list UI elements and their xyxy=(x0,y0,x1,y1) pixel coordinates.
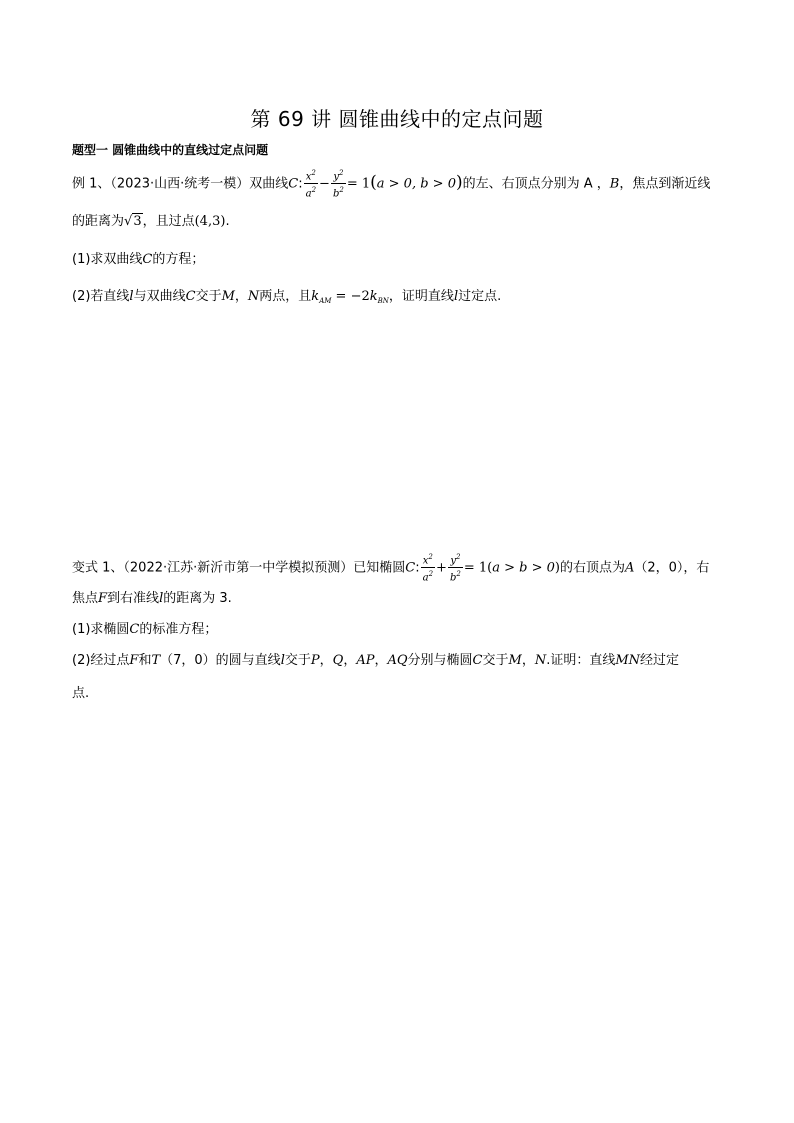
q2-text: ， xyxy=(234,289,248,304)
frac-numerator: x xyxy=(305,171,312,183)
text-directrix: 到右准线 xyxy=(107,591,160,606)
q2-end: 过定点. xyxy=(458,289,502,304)
separator: ， xyxy=(521,653,535,668)
equals-one: = 1 xyxy=(346,176,371,192)
q2-text: 两点，且 xyxy=(259,289,312,304)
line-l: l xyxy=(159,591,164,606)
variant1-line1 xyxy=(72,551,709,585)
line-AP: AP xyxy=(356,653,375,668)
q2-text: ，证明直线 xyxy=(388,289,454,304)
text-focus: ，焦点到渐近线 xyxy=(619,176,711,192)
point-M: M xyxy=(221,289,235,304)
separator: ， xyxy=(343,653,357,668)
fraction-y2-b2: $\frac{y^2}{b^2}$ xyxy=(449,553,461,584)
variant1-question2-end xyxy=(72,684,89,704)
q2-text: 交于 xyxy=(195,289,222,304)
slope-k: k xyxy=(369,289,378,304)
q2-text: 和 xyxy=(138,653,152,668)
q2-prefix: (2)经过点 xyxy=(72,653,130,668)
slope-subscript: BN xyxy=(377,297,389,305)
q2-end: 点. xyxy=(72,686,90,701)
example1-question2 xyxy=(72,287,501,311)
line-l: l xyxy=(453,289,459,304)
point-Q: Q xyxy=(332,653,344,668)
left-paren: ( xyxy=(487,560,493,576)
right-paren: ) xyxy=(455,172,463,193)
variant1-question1 xyxy=(72,620,217,640)
equals-minus-two: = −2 xyxy=(331,289,370,304)
q2-text: 分别与椭圆 xyxy=(407,653,473,668)
point-F: F xyxy=(98,591,108,606)
text-distance: 的距离为 xyxy=(72,214,125,229)
point-B: B xyxy=(609,176,620,192)
q1-prefix: (1)求双曲线 xyxy=(72,252,143,267)
q1-suffix: 的标准方程； xyxy=(139,622,218,637)
point-N: N xyxy=(534,653,547,668)
colon: : xyxy=(298,176,303,192)
curve-C: C xyxy=(405,560,416,576)
fraction-x2-a2: $\frac{x^2}{a^2}$ xyxy=(422,553,434,584)
q1-prefix: (1)求椭圆 xyxy=(72,622,130,637)
frac-denominator: b xyxy=(332,188,340,200)
q2-text: 交于 xyxy=(284,653,311,668)
curve-C: C xyxy=(185,289,196,304)
left-paren: ( xyxy=(370,172,377,193)
frac-denominator: a xyxy=(305,188,312,200)
q2-text: 经过定 xyxy=(640,653,680,668)
example1-line1 xyxy=(72,167,710,201)
line-MN: MN xyxy=(615,653,641,668)
example1-question1 xyxy=(72,250,204,270)
frac-denominator: a xyxy=(422,572,429,584)
variant1-question2 xyxy=(72,651,679,671)
frac-numerator: y xyxy=(333,171,339,183)
q2-prefix: (2)若直线 xyxy=(72,289,130,304)
fraction-y2-b2: $\frac{y^2}{b^2}$ xyxy=(332,169,344,200)
q2-text: 交于 xyxy=(482,653,509,668)
slope-subscript: AM xyxy=(319,297,332,305)
text-focus: 焦点 xyxy=(72,591,99,606)
separator: ， xyxy=(319,653,333,668)
separator: ， xyxy=(374,653,388,668)
q2-text: （7，0）的圆与直线 xyxy=(160,653,281,668)
equals-one: = 1 xyxy=(463,560,488,576)
q2-text: .证明：直线 xyxy=(546,653,616,668)
point-F: F xyxy=(129,653,139,668)
curve-C: C xyxy=(288,176,299,192)
q2-text: 与双曲线 xyxy=(133,289,186,304)
text-distance: 的距离为 3. xyxy=(163,591,232,606)
curve-C: C xyxy=(472,653,483,668)
line-l: l xyxy=(129,289,134,304)
point-T: T xyxy=(151,653,161,668)
text-vertices: 的左、右顶点分别为 A ， xyxy=(462,176,610,192)
curve-C: C xyxy=(142,252,153,267)
condition: a > 0, b > 0 xyxy=(376,176,456,192)
period: . xyxy=(225,214,230,229)
variant1-prefix: 变式 1、（2022·江苏·新沂市第一中学模拟预测）已知椭圆 xyxy=(72,560,406,576)
curve-C: C xyxy=(129,622,140,637)
sqrt-3: √3 xyxy=(124,214,142,229)
plus-sign: + xyxy=(436,560,447,576)
text-vertex: 的右顶点为 xyxy=(559,560,625,576)
example1-prefix: 例 1、（2023·山西·统考一模）双曲线 xyxy=(72,176,289,192)
condition: a > b > 0 xyxy=(492,560,555,576)
line-AQ: AQ xyxy=(387,653,408,668)
variant1-line2 xyxy=(72,589,232,609)
point-A: A xyxy=(624,560,635,576)
frac-numerator: x xyxy=(422,555,429,567)
colon: : xyxy=(415,560,420,576)
point-P: P xyxy=(310,653,320,668)
frac-numerator: y xyxy=(450,555,456,567)
fraction-x2-a2: $\frac{x^2}{a^2}$ xyxy=(305,169,317,200)
text-passes: ，且过点 xyxy=(142,214,195,229)
frac-denominator: b xyxy=(449,572,457,584)
point-N: N xyxy=(247,289,260,304)
slope-k: k xyxy=(311,289,320,304)
page-title: 第 69 讲 圆锥曲线中的定点问题 xyxy=(250,107,544,131)
right-paren: ) xyxy=(554,560,560,576)
q1-suffix: 的方程； xyxy=(152,252,205,267)
line-l: l xyxy=(280,653,285,668)
point-M: M xyxy=(508,653,522,668)
minus-sign: − xyxy=(319,176,330,192)
example1-line2 xyxy=(72,212,230,232)
coords-text: （2，0），右 xyxy=(634,560,710,576)
point-4-3: (4,3) xyxy=(194,214,226,229)
section-heading: 题型一 圆锥曲线中的直线过定点问题 xyxy=(72,143,269,157)
